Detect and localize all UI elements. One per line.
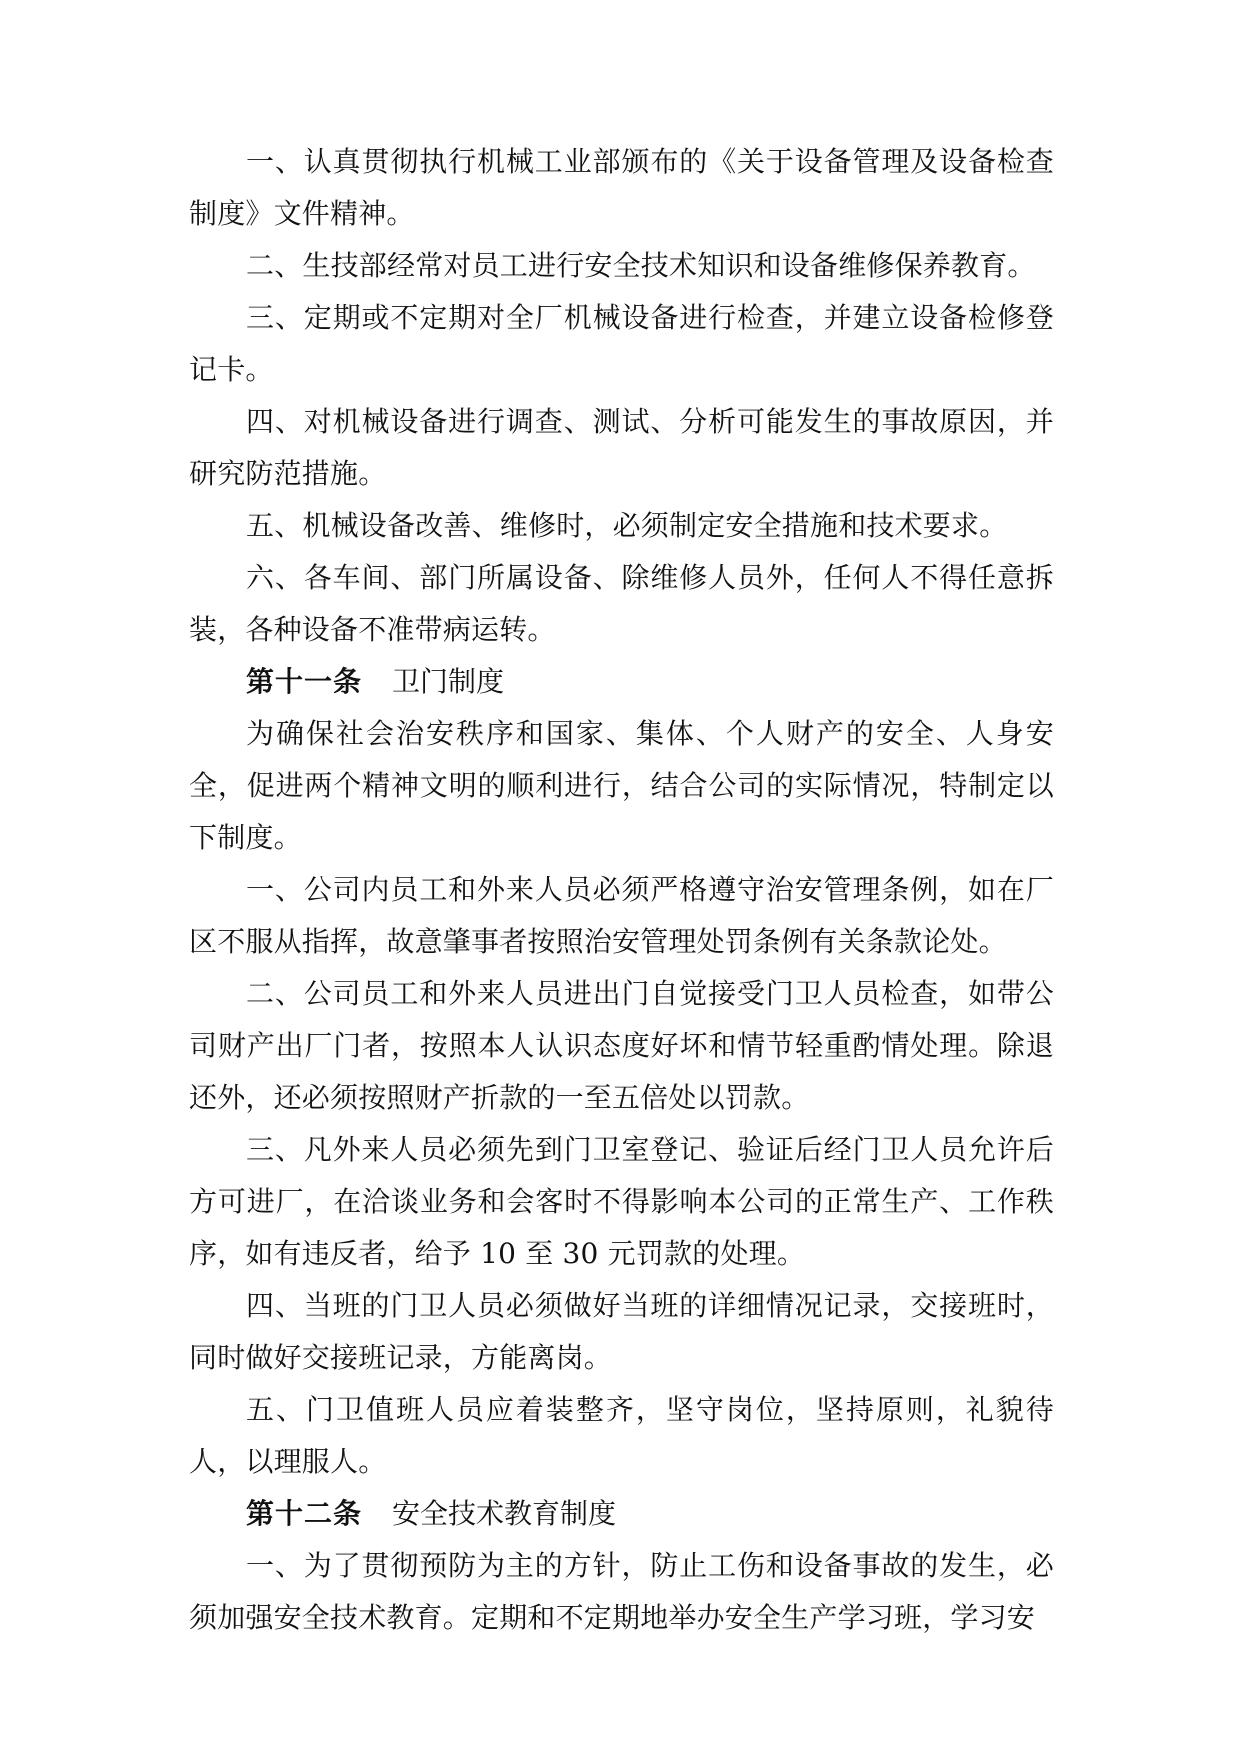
paragraph-guard-intro: 为确保社会治安秩序和国家、集体、个人财产的安全、人身安全，促进两个精神文明的顺利进行，结合公司的实际情况，特制定以下制度。 [189, 717, 1054, 854]
paragraph-equipment-1: 一、认真贯彻执行机械工业部颁布的《关于设备管理及设备检查制度》文件精神。 [189, 145, 1054, 230]
paragraph-equipment-4: 四、对机械设备进行调查、测试、分析可能发生的事故原因，并研究防范措施。 [189, 405, 1054, 490]
paragraph-equipment-5: 五、机械设备改善、维修时，必须制定安全措施和技术要求。 [246, 509, 1008, 542]
paragraph-guard-4: 四、当班的门卫人员必须做好当班的详细情况记录，交接班时，同时做好交接班记录，方能离岗。 [189, 1289, 1054, 1374]
paragraph-guard-1: 一、公司内员工和外来人员必须严格遵守治安管理条例，如在厂区不服从指挥，故意肇事者按照治安管理处罚条例有关条款论处。 [189, 873, 1054, 958]
section-title: 安全技术教育制度 [392, 1497, 617, 1530]
paragraph-equipment-2: 二、生技部经常对员工进行安全技术知识和设备维修保养教育。 [246, 249, 1036, 282]
paragraph-guard-3: 三、凡外来人员必须先到门卫室登记、验证后经门卫人员允许后方可进厂，在洽谈业务和会客时不得影响本公司的正常生产、工作秩序，如有违反者，给予 10 至 30 元罚款的处理。 [189, 1133, 1054, 1270]
section-number: 第十二条 [246, 1497, 363, 1530]
paragraph-guard-5: 五、门卫值班人员应着装整齐，坚守岗位，坚持原则，礼貌待人，以理服人。 [189, 1393, 1054, 1478]
section-title: 卫门制度 [392, 665, 505, 698]
paragraph-guard-2: 二、公司员工和外来人员进出门自觉接受门卫人员检查，如带公司财产出厂门者，按照本人认识态度好坏和情节轻重酌情处理。除退还外，还必须按照财产折款的一至五倍处以罚款。 [189, 977, 1054, 1114]
paragraph-safety-education-1: 一、为了贯彻预防为主的方针，防止工伤和设备事故的发生，必须加强安全技术教育。定期和不定期地举办安全生产学习班，学习安 [189, 1549, 1054, 1634]
paragraph-equipment-6: 六、各车间、部门所属设备、除维修人员外，任何人不得任意拆装，各种设备不准带病运转。 [189, 561, 1054, 646]
section-heading-12 [246, 1488, 616, 1540]
paragraph-equipment-3: 三、定期或不定期对全厂机械设备进行检查，并建立设备检修登记卡。 [189, 301, 1054, 386]
section-heading-11 [246, 656, 504, 708]
section-number: 第十一条 [246, 665, 363, 698]
